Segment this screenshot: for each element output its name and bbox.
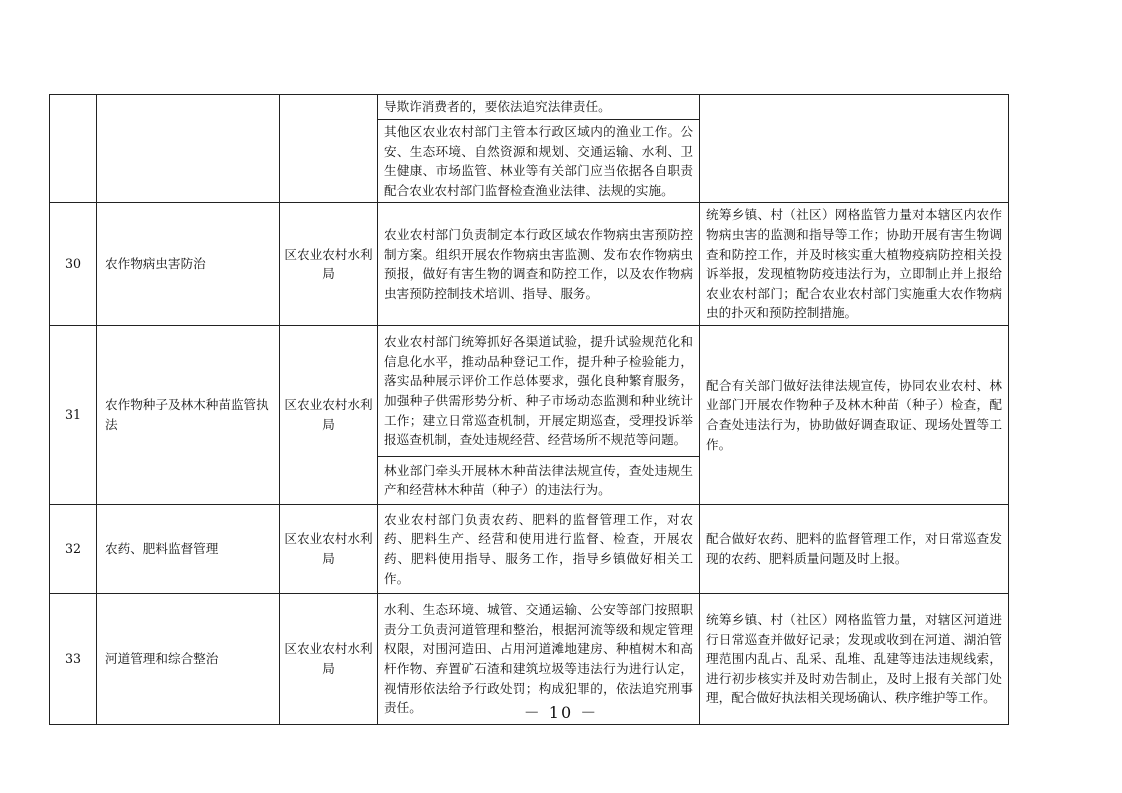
department-duty: 水利、生态环境、城管、交通运输、公安等部门按照职责分工负责河道管理和整治，根据河流等级和规定管理权限，对围河造田、占用河道滩地建房、种植树木和高杆作物、弃置矿石渣和建筑垃圾等违法行为进行认定，视情形依法给予行政处罚；构成犯罪的，依法追究刑事责任。 <box>378 593 700 724</box>
table-row <box>50 203 1009 326</box>
item-name: 农作物种子及林木种苗监管执法 <box>97 325 280 504</box>
row-number: 30 <box>50 203 97 326</box>
township-cooperation: 统筹乡镇、村（社区）网格监管力量对本辖区内农作物病虫害的监测和指导等工作；协助开展有害生物调查和防控工作，并及时核实重大植物疫病防控相关投诉举报，发现植物防疫违法行为，立即制止并上报给农业农村部门；配合农业农村部门实施重大农作物病虫的扑灭和预防控制措施。 <box>700 203 1009 326</box>
table-row <box>50 504 1009 593</box>
department-duty: 林业部门牵头开展林木种苗法律法规宣传，查处违规生产和经营林木种苗（种子）的违法行为。 <box>378 456 700 504</box>
lead-department: 区农业农村水利局 <box>280 504 378 593</box>
row-number: 33 <box>50 593 97 724</box>
township-cooperation: 配合做好农药、肥料的监督管理工作，对日常巡查发现的农药、肥料质量问题及时上报。 <box>700 504 1009 593</box>
township-cooperation <box>700 95 1009 203</box>
department-duty: 农业农村部门统筹抓好各渠道试验，提升试验规范化和信息化水平，推动品种登记工作，提升种子检验能力，落实品种展示评价工作总体要求，强化良种繁育服务，加强种子供需形势分析、种子市场动态监测和种业统计工作；建立日常巡查机制，开展定期巡查，受理投诉举报巡查机制，查处违规经营、经营场所不规范等问题。 <box>378 325 700 456</box>
township-cooperation: 配合有关部门做好法律法规宣传，协同农业农村、林业部门开展农作物种子及林木种苗（种子）检查，配合查处违法行为，协助做好调查取证、现场处置等工作。 <box>700 325 1009 504</box>
regulation-table <box>49 94 1009 725</box>
item-name: 河道管理和综合整治 <box>97 593 280 724</box>
department-duty: 农业农村部门负责农药、肥料的监督管理工作，对农药、肥料生产、经营和使用进行监督、检查，开展农药、肥料使用指导、服务工作，指导乡镇做好相关工作。 <box>378 504 700 593</box>
department-duty: 其他区农业农村部门主管本行政区域内的渔业工作。公安、生态环境、自然资源和规划、交通运输、水利、卫生健康、市场监管、林业等有关部门应当依据各自职责配合农业农村部门监督检查渔业法律、法规的实施。 <box>378 120 700 203</box>
item-name: 农药、肥料监督管理 <box>97 504 280 593</box>
page-number: － 10 － <box>523 703 599 722</box>
department-duty: 导欺诈消费者的，要依法追究法律责任。 <box>378 95 700 120</box>
lead-department <box>280 95 378 203</box>
row-number <box>50 95 97 203</box>
lead-department: 区农业农村水利局 <box>280 593 378 724</box>
lead-department: 区农业农村水利局 <box>280 203 378 326</box>
lead-department: 区农业农村水利局 <box>280 325 378 504</box>
item-name: 农作物病虫害防治 <box>97 203 280 326</box>
row-number: 32 <box>50 504 97 593</box>
township-cooperation: 统筹乡镇、村（社区）网格监管力量，对辖区河道进行日常巡查并做好记录；发现或收到在河道、湖泊管理范围内乱占、乱采、乱堆、乱建等违法违规线索，进行初步核实并及时劝告制止，及时上报有关部门处理，配合做好执法相关现场确认、秩序维护等工作。 <box>700 593 1009 724</box>
row-number: 31 <box>50 325 97 504</box>
table-row <box>50 95 1009 120</box>
item-name <box>97 95 280 203</box>
table-row <box>50 325 1009 456</box>
department-duty: 农业农村部门负责制定本行政区域农作物病虫害预防控制方案。组织开展农作物病虫害监测、发布农作物病虫预报，做好有害生物的调查和防控工作，以及农作物病虫害预防控制技术培训、指导、服务。 <box>378 203 700 326</box>
